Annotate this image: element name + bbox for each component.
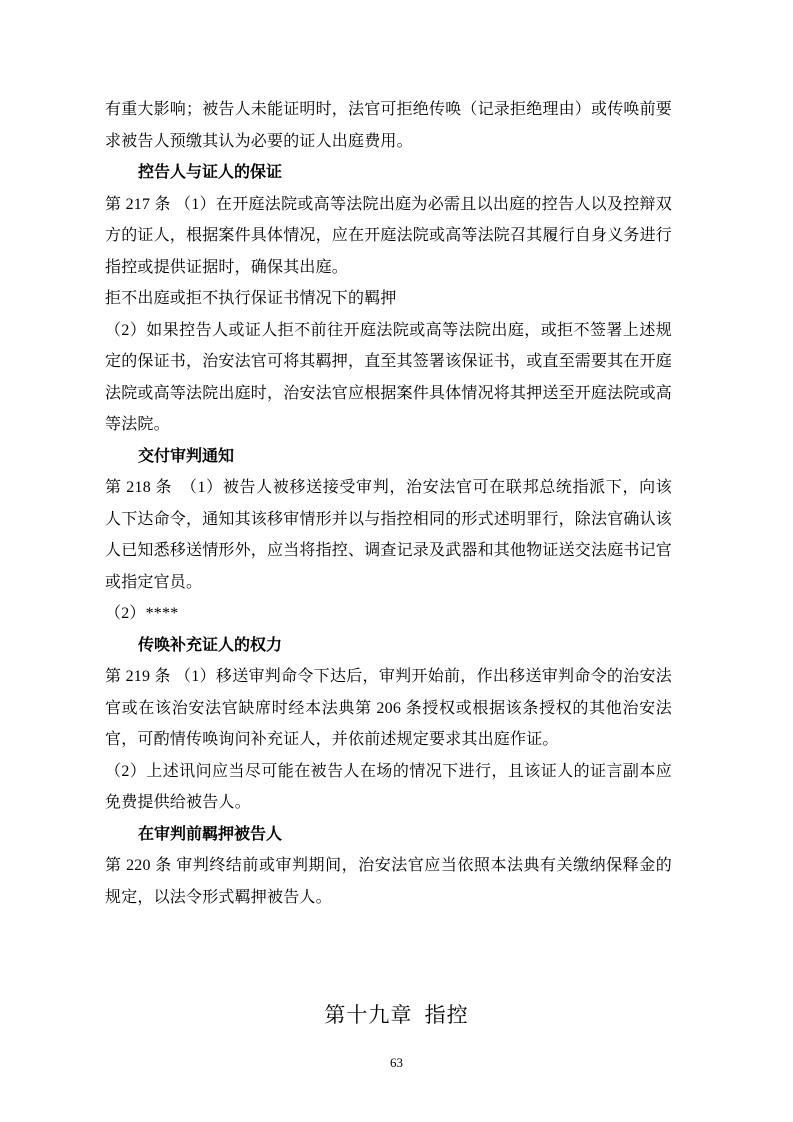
paragraph-continuation: 有重大影响；被告人未能证明时，法官可拒绝传唤（记录拒绝理由）或传唤前要求被告人预缴其认为必要的证人出庭费用。 bbox=[105, 101, 673, 150]
chapter-title: 第十九章 指控 bbox=[324, 1003, 469, 1027]
page-number: 63 bbox=[390, 1055, 403, 1070]
paragraph-section-218-1: 第 218 条 （1）被告人被移送接受审判，治安法官可在联邦总统指派下，向该人下达命令，通知其该移审情形并以与指控相同的形式述明罪行，除法官确认该人已知悉移送情形外，应当将指控、调查记录及武器和其他物证送交法庭书记官或指定官员。 bbox=[105, 479, 673, 591]
section-heading-notice-of-commitment-for-trial: 交付审判通知 bbox=[138, 447, 235, 465]
section-heading-guarantee-of-complainant-and-witnesses: 控告人与证人的保证 bbox=[138, 164, 283, 181]
paragraph-section-217-1: 第 217 条 （1）在开庭法院或高等法院出庭为必需且以出庭的控告人以及控辩双方的证人，根据案件具体情况，应在开庭法院或高等法院召其履行自身义务进行指控或提供证据时，确保其出庭。 bbox=[105, 195, 673, 276]
section-heading-power-to-summon-supplementary-witnesses: 传唤补充证人的权力 bbox=[138, 636, 283, 654]
subheading-detention-on-refusal: 拒不出庭或拒不执行保证书情况下的羁押 bbox=[105, 290, 397, 307]
document-content bbox=[105, 94, 672, 913]
paragraph-section-218-2-omitted: （2）**** bbox=[105, 605, 179, 622]
paragraph-section-220: 第 220 条 审判终结前或审判期间，治安法官应当依照本法典有关缴纳保释金的规定，以法令形式羁押被告人。 bbox=[105, 857, 672, 906]
paragraph-section-219-2: （2）上述讯问应当尽可能在被告人在场的情况下进行，且该证人的证言副本应免费提供给被告人。 bbox=[105, 762, 672, 811]
paragraph-section-219-1: 第 219 条 （1）移送审判命令下达后，审判开始前，作出移送审判命令的治安法官或在该治安法官缺席时经本法典第 206 条授权或根据该条授权的其他治安法官，可酌情传唤询问补充证人，并依前述规定要求其出庭作证。 bbox=[105, 668, 672, 748]
paragraph-section-217-2: （2）如果控告人或证人拒不前往开庭法院或高等法院出庭，或拒不签署上述规定的保证书，治安法官可将其羁押，直至其签署该保证书，或直至需要其在开庭法院或高等法院出庭时，治安法官应根据案件具体情况将其押送至开庭法院或高等法院。 bbox=[105, 321, 673, 433]
section-heading-custody-of-accused-pending-trial: 在审判前羁押被告人 bbox=[138, 825, 283, 843]
